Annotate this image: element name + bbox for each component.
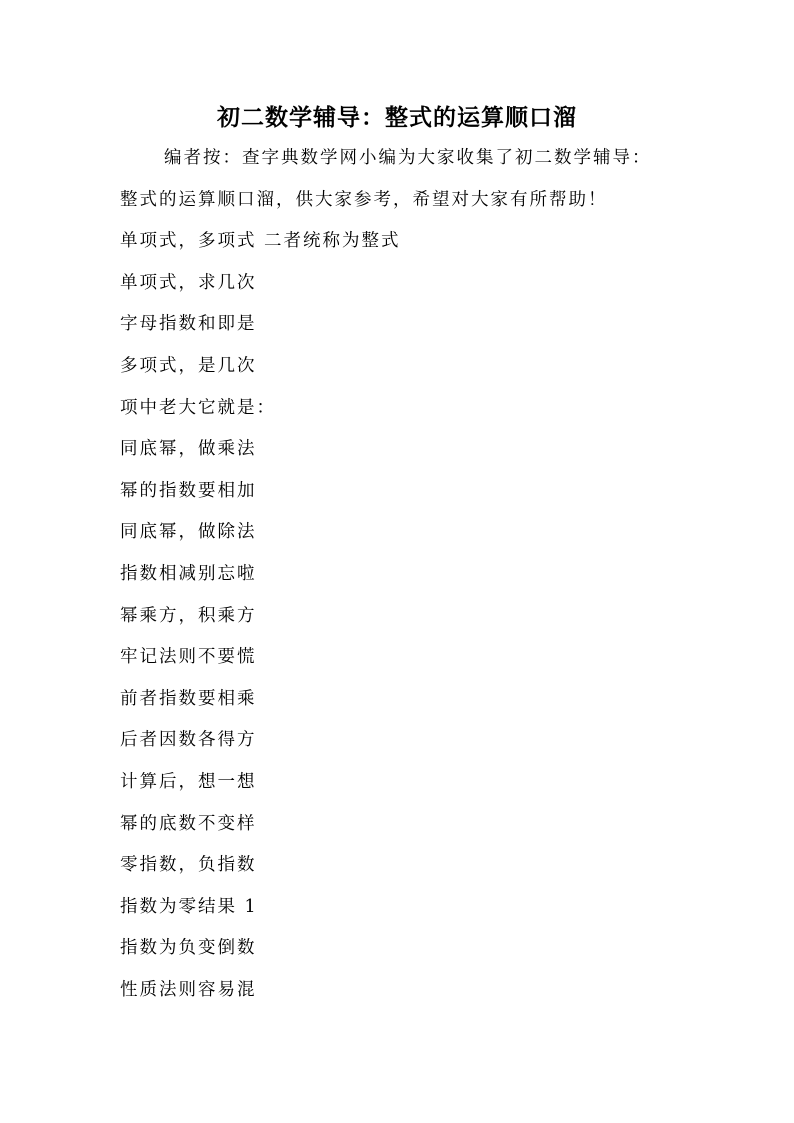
verse-line: 同底幂，做乘法 [120,439,257,460]
verse-line: 指数为零结果 1 [120,896,258,917]
verse-line: 指数相减别忘啦 [120,563,257,584]
verse-line: 牢记法则不要慌 [120,647,257,668]
verse-line: 指数为负变倒数 [120,938,257,959]
verse-line: 后者因数各得方 [120,730,257,751]
verse-line: 计算后，想一想 [120,771,257,792]
intro-line-2: 整式的运算顺口溜，供大家参考，希望对大家有所帮助！ [120,189,608,210]
verse-line: 幂的指数要相加 [120,480,257,501]
verse-line: 单项式，求几次 [120,272,257,293]
verse-line: 单项式，多项式 二者统称为整式 [120,231,401,252]
verse-line: 幂的底数不变样 [120,813,257,834]
verse-line: 字母指数和即是 [120,314,257,335]
verse-line: 多项式，是几次 [120,355,257,376]
verse-line: 同底幂，做除法 [120,522,257,543]
verse-line: 前者指数要相乘 [120,688,257,709]
intro-line-1: 编者按：查字典数学网小编为大家收集了初二数学辅导： [164,148,652,168]
verse-line: 零指数，负指数 [120,855,257,876]
verse-line: 幂乘方，积乘方 [120,605,257,626]
verse-line: 项中老大它就是： [120,397,276,418]
document-body [120,138,680,1011]
verse-line: 性质法则容易混 [120,979,257,1000]
document-title: 初二数学辅导：整式的运算顺口溜 [217,104,577,131]
